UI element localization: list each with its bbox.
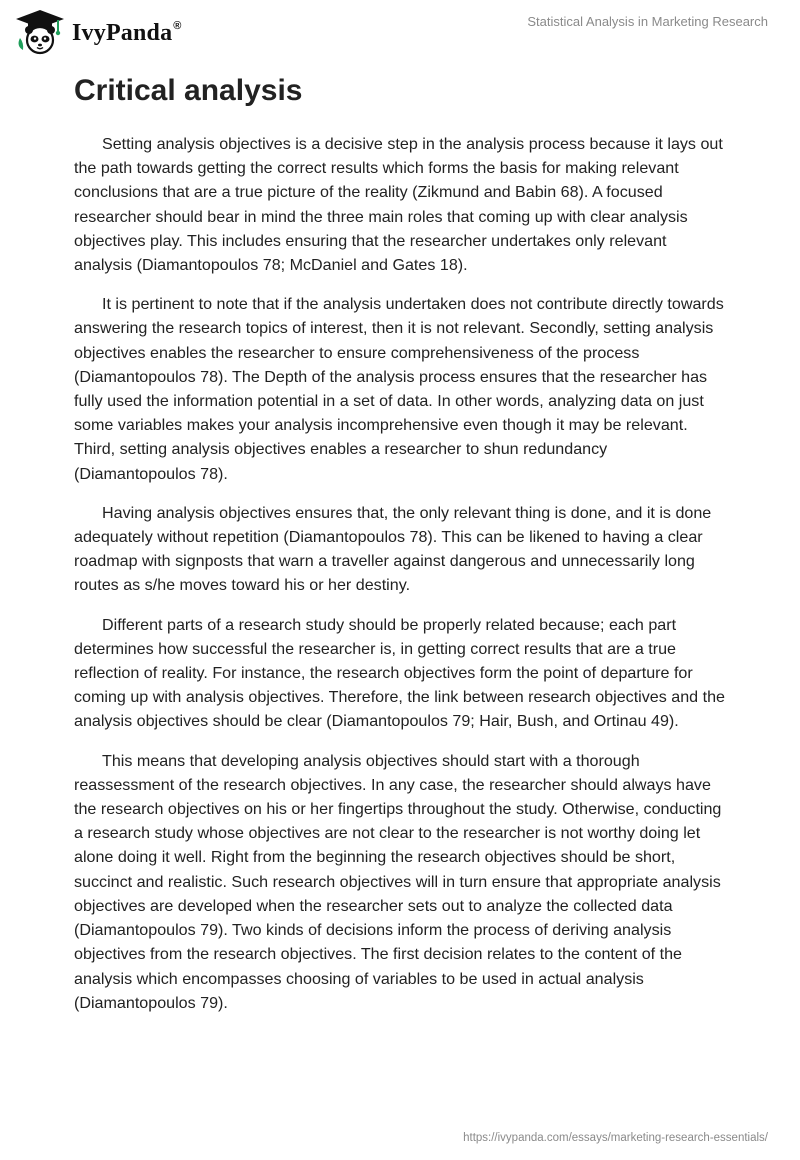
paragraph: Having analysis objectives ensures that, the only relevant thing is done, and it is done adequately without repetition (Diamantopoulos 78). This can be likened to having a clear roadmap with signposts that warn a traveller against dangerous and unnecessarily long routes as s/he moves toward his or her destiny. <box>74 503 712 595</box>
source-url[interactable]: https://ivypanda.com/essays/marketing-research-essentials/ <box>463 1132 768 1144</box>
section-heading: Critical analysis <box>74 74 303 107</box>
ivypanda-logo[interactable] <box>14 8 182 56</box>
paragraph: Different parts of a research study should be properly related because; each part determines how successful the researcher is, in getting correct results that are a true reflection of reality. For instance, the research objectives form the point of departure for coming up with analysis objectives. Therefore, the link between research objectives and the analysis objectives should be clear (Diamantopoulos 79; Hair, Bush, and Ortinau 49). <box>74 615 725 731</box>
registered-mark: ® <box>173 19 182 32</box>
paragraph: Setting analysis objectives is a decisive step in the analysis process because it lays out the path towards getting the correct results which forms the basis for making relevant conclusions that are a true picture of the reality (Zikmund and Babin 68). A focused researcher should bear in mind the three main roles that coming up with clear analysis objectives play. This includes ensuring that the researcher undertakes only relevant analysis (Diamantopoulos 78; McDaniel and Gates 18). <box>74 135 723 275</box>
paragraph: This means that developing analysis objectives should start with a thorough reassessment of the research objectives. In any case, the researcher should always have the research objectives on his or her fingertips throughout the study. Otherwise, conducting a research study whose objectives are not clear to the researcher is not worthy doing let alone doing it well. Right from the beginning the research objectives should be short, succinct and realistic. Such research objectives will in turn ensure that appropriate analysis objectives are developed when the researcher sets out to analyze the collected data (Diamantopoulos 79). Two kinds of decisions inform the process of deriving analysis objectives from the research objectives. The first decision relates to the content of the analysis which encompasses choosing of variables to be used in actual analysis (Diamantopoulos 79). <box>74 751 722 1012</box>
logo-text: IvyPanda <box>72 19 173 46</box>
paragraph: It is pertinent to note that if the analysis undertaken does not contribute directly towards answering the research topics of interest, then it is not relevant. Secondly, setting analysis objectives enables the researcher to ensure comprehensiveness of the process (Diamantopoulos 78). The Depth of the analysis process ensures that the researcher has fully used the information potential in a set of data. In other words, analyzing data on just some variables makes your analysis incomprehensive even though it may be relevant. Third, setting analysis objectives enables a researcher to shun redundancy (Diamantopoulos 78). <box>74 295 724 483</box>
panda-graduation-cap-icon <box>14 8 66 56</box>
article-body <box>74 72 726 1030</box>
document-title: Statistical Analysis in Marketing Research <box>527 14 768 29</box>
logo-wordmark <box>72 20 182 47</box>
page-header <box>0 0 800 60</box>
